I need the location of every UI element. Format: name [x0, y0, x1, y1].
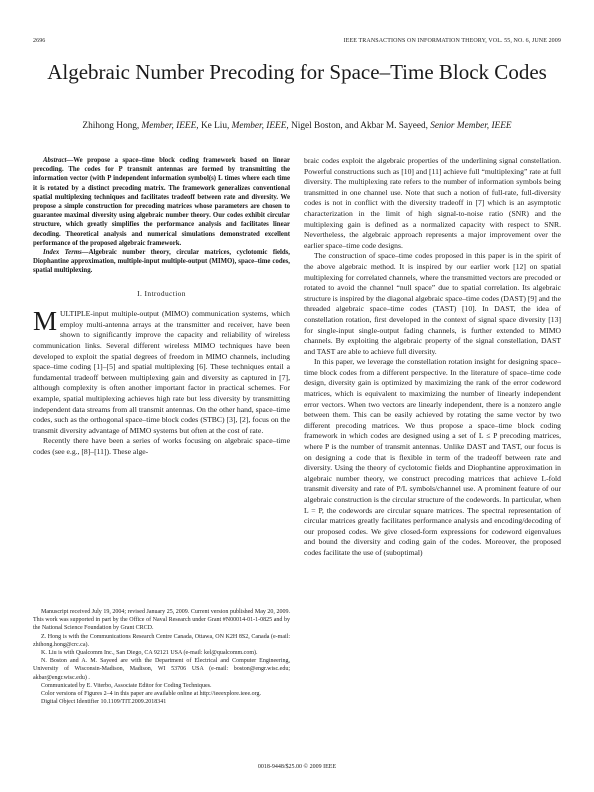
- footnote: Manuscript received July 19, 2004; revised January 25, 2009. Current version published May 20, 2009. This work was supported in part by the Office of Naval Research under Grant #N00014-01-1-0825 and by the National Science Foundation by Grant CRCD.: [33, 609, 290, 632]
- body-paragraph: braic codes exploit the algebraic properties of the underlining signal constellation. Powerful constructions such as [10] and [11] achieve full “multiplexing” rate at full diversity. The multiplexing rate refers to the number of information symbols being transmitted in one channel use. Note that such a notion of full-rate, full-diversity codes is not in conflict with the diversity tradeoff in [7] which is an asymptotic characterization in the limit of high signal-to-noise ratio (SNR) and the multiplexing gain is defined as a normalized capacity with respect to SNR. Nevertheless, the algebraic approach represents a major improvement over the earlier space–time code designs.: [304, 156, 561, 250]
- footnotes: [33, 608, 290, 706]
- abstract-text: We propose a space–time block coding framework based on linear precoding. The codes for P transmit antennas are formed by transmitting the information vector (with P independent information symbol(s) L times where each time it is rotated by a distinct precoding matrix. The framework generalizes conventional spatial multiplexing techniques and facilitates tradeoff between rate and diversity. We propose a simple construction for precoding matrices whose parameters are chosen to guarantee maximal diversity using algebraic number theory. Our codes exhibit circular structure, which greatly simplifies the performance analysis and facilitates linear decoding. Theoretical analysis and numerical simulations demonstrated excellent performance of the proposed algebraic framework.: [33, 157, 290, 247]
- intro-text: ULTIPLE-input multiple-output (MIMO) communication systems, which employ multi-antenna arrays at the transmitter and receiver, have been shown to significantly improve the capacity and reliability of wireless communication links. Several different wireless MIMO techniques have been developed to exploit the spatial degrees of freedom in MIMO channels, including space–time coding [1]–[5] and spatial multiplexing [6]. These techniques entail a fundamental tradeoff between multiplexing gain and diversity as captured in [7], although complexity is often another important factor in practical schemes. For example, spatial multiplexing achieves high rate but less diversity by transmitting independent data streams from all transmit antennas. On the other hand, space–time codes, such as the orthogonal space–time block codes (STBC) [3], [2], focus on the transmit diversity advantage of MIMO systems but often at the cost of rate.: [33, 309, 290, 435]
- author-name: Ke Liu,: [200, 121, 230, 131]
- author-role: Member, IEEE,: [231, 121, 289, 131]
- footnote: Z. Hong is with the Communications Research Centre Canada, Ottawa, ON K2H 8S2, Canada (e-mail: zhihong.hong@crc.ca).: [33, 633, 290, 648]
- intro-paragraph: [33, 306, 290, 436]
- copyright-line: 0018-9448/$25.00 © 2009 IEEE: [257, 764, 337, 770]
- author-role: Senior Member, IEEE: [430, 121, 512, 131]
- body-paragraph: The construction of space–time codes proposed in this paper is in the spirit of the above algebraic method. It is inspired by our earlier work [12] on spatial multiplexing for correlated channels, where the transmitted vectors are precoded or rotated to avoid the channel “null space” due to spatial correlation. Its algebraic structure is inspired by the diagonal algebraic space–time codes (DAST) [9] and the threaded algebraic space–time codes (TAST) [10]. In DAST, the idea of constellation rotation, first developed in the context of signal space diversity [13] for single-input single-output fading channels, is further extended to MIMO channels. By exploiting the algebraic property of the signal constellation, DAST and TAST are able to achieve full diversity.: [304, 251, 561, 356]
- author-name: and Akbar M. Sayeed,: [345, 121, 428, 131]
- author-name: Zhihong Hong,: [82, 121, 140, 131]
- left-column: [33, 156, 290, 458]
- index-terms-label: Index Terms—: [43, 249, 89, 257]
- body-paragraph: In this paper, we leverage the constellation rotation insight for designing space–time block codes from a different perspective. In the literature of space–time code design, diversity gain is optimized by maximizing the rank of the error codeword matrices, which is equivalent to maximizing the number of linearly independent error vectors. When two vectors are linearly independent, there is a nonzero angle between them. This can be easily achieved by rotating the same vector by two different precoding matrices. We thus propose a space–time block coding framework in which codes are designed using a set of L ≤ P precoding matrices, where P is the number of transmit antennas. Unlike DAST and TAST, our focus is on designing a code that is flexible in term of the tradeoff between rate and diversity. Using the theory of cyclotomic fields and Diophantine approximation in algebraic number theory, we construct precoding matrices that achieve L-fold transmit diversity and rate of P/L symbols/channel use. A prominent feature of our algebraic construction is the circular structure of the codewords. In particular, when L = P, the codewords are circular square matrices. The spectral representation of circular matrices greatly facilitates performance analysis and encoding/decoding of our proposed codes. We give closed-form expressions for codeword eigenvalues and bound the diversity and coding gain of the codes. Moreover, the proposed codes facilitate the use of (suboptimal): [304, 357, 561, 557]
- section-heading: I. Introduction: [137, 288, 186, 298]
- running-header: [33, 38, 561, 47]
- intro-paragraph-2: Recently there have been a series of works focusing on algebraic space–time codes (see e.g., [8]–[11]). These alge-: [33, 436, 290, 456]
- footnote: N. Boston and A. M. Sayeed are with the Department of Electrical and Computer Engineering, University of Wisconsin-Madison, Madison, WI 53706 USA (e-mail: boston@engr.wisc.edu; akbar@engr.wisc.edu) .: [33, 658, 290, 681]
- author-list: [20, 120, 574, 132]
- right-column: [304, 156, 561, 559]
- index-terms: [33, 248, 290, 276]
- footnote: Color versions of Figures 2–4 in this paper are available online at http://ieeexplore.ieee.org.: [41, 691, 261, 698]
- page-number: 2696: [33, 38, 46, 44]
- abstract-label: Abstract—: [43, 157, 74, 164]
- index-terms-text: Algebraic number theory, circular matrices, cyclotomic fields, Diophantine approximation, multiple-input multiple-output (MIMO), space–time codes, spatial multiplexing.: [33, 249, 290, 275]
- author-role: Member, IEEE,: [141, 121, 199, 131]
- journal-header: IEEE TRANSACTIONS ON INFORMATION THEORY, VOL. 55, NO. 6, JUNE 2009: [343, 38, 561, 44]
- footnote: Digital Object Identifier 10.1109/TIT.2009.2018341: [41, 699, 167, 706]
- abstract: [33, 156, 290, 248]
- paper-title: Algebraic Number Precoding for Space–Time Block Codes: [47, 60, 547, 84]
- drop-cap: M: [33, 306, 58, 337]
- footnote: Communicated by E. Viterbo, Associate Editor for Coding Techniques.: [41, 682, 212, 689]
- author-name: Nigel Boston,: [291, 121, 343, 131]
- footnote: K. Liu is with Qualcomm Inc., San Diego, CA 92121 USA (e-mail: kel@qualcomm.com).: [41, 650, 258, 657]
